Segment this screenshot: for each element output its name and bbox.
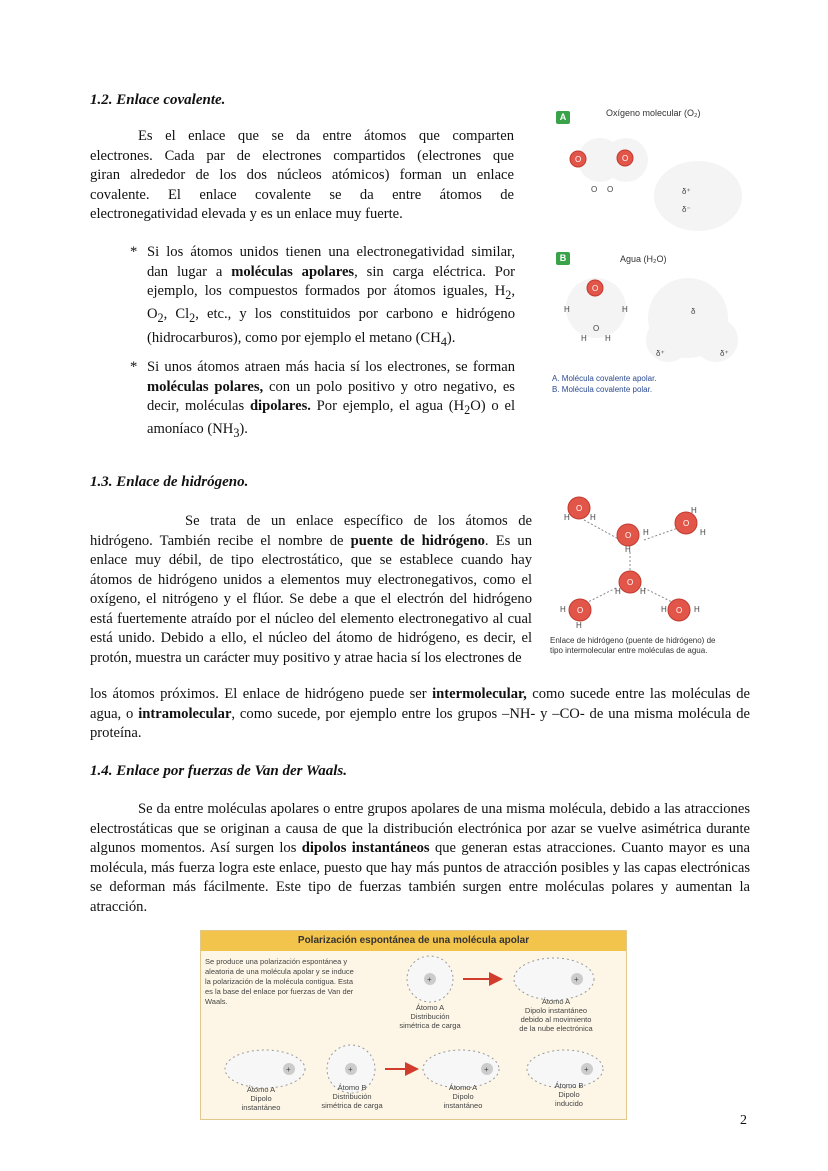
o2-molecule-diagram [548, 126, 748, 236]
hydrogen-paragraph-full [90, 685, 750, 744]
bullet-polar [130, 358, 515, 444]
text: con un polo positivo y otro negativo, es decir, moléculas [147, 378, 515, 414]
water-network-diagram [548, 490, 738, 635]
text: , O [147, 283, 515, 323]
text: , Cl [163, 306, 190, 323]
figure-title-a: Oxígeno molecular (O₂) [606, 108, 701, 118]
atom-label: Átomo A Dipolo instantáneo [241, 1085, 281, 1112]
atom-label: Átomo A Dipolo instantáneo debido al movimiento de la nube electrónica [519, 997, 593, 1033]
plus-label: + [348, 1065, 353, 1074]
text: O) o el amoníaco (NH [147, 398, 515, 438]
o-label: O [577, 606, 584, 615]
hydrogen-figure-caption: Enlace de hidrógeno (puente de hidrógeno) de tipo intermolecular entre moléculas de agua. [550, 636, 716, 655]
text: Si los átomos unidos tienen una electronegatividad similar, dan lugar a [147, 244, 515, 280]
o-label: O [622, 154, 629, 163]
bold-term: intramolecular [138, 705, 232, 722]
delta-label: δ [691, 307, 696, 316]
h-label: H [560, 605, 566, 614]
text: ). [239, 421, 248, 438]
subscript: 2 [505, 287, 512, 302]
polarization-figure-note: Se produce una polarización espontánea y aleatoria de una molécula apolar y se induce la polarización de la molécula contigua. Esta es la base del enlace por fuerzas de Van der Waals. [205, 957, 354, 1006]
bold-term: moléculas apolares [231, 263, 355, 280]
text: Se trata de un enlace específico de los átomos de hidrógeno. También recibe el nombre de [90, 513, 532, 549]
text: , etc., y los constituidos por carbono e hidrógeno (hidrocarburos), como por ejemplo el metano (CH [147, 306, 515, 346]
figure-title-b: Agua (H₂O) [620, 254, 667, 264]
section-heading-hydrogen: 1.3. Enlace de hidrógeno. [90, 474, 249, 490]
o-label: O [627, 578, 634, 587]
text: los átomos próximos. El enlace de hidrógeno puede ser [90, 686, 433, 702]
bold-term: dipolares. [249, 398, 311, 414]
line: giran alrededor de los dos núcleos atómicos) forman un enlace [90, 167, 514, 183]
plus-label: + [484, 1065, 489, 1074]
figure-tag-a: A [556, 111, 570, 124]
atom-label: Átomo B Distribución simétrica de carga [321, 1083, 383, 1110]
text: Si unos átomos atraen más hacia sí los electrones, se forman [147, 359, 515, 375]
delta-minus-label: δ⁻ [682, 205, 691, 214]
bullet-apolar [130, 243, 515, 352]
text: que generan estas atracciones. Cuanto mayor es una molécula, más fuerza logra este enlace, puesto que hay más puntos de atracción posibles y las capas electrónicas se deforman más fácilmente. Este tipo de fuerzas también surgen entre moléculas polares y aumentan la atracción. [90, 840, 750, 915]
bold-term: dipolos instantáneos [301, 840, 430, 856]
page-number: 2 [740, 1113, 747, 1128]
subscript: 2 [189, 311, 196, 326]
line: electronegatividad elevada y es un enlace muy fuerte. [90, 206, 403, 222]
h-label: H [615, 587, 621, 596]
h-label: H [691, 506, 697, 515]
h-label: H [564, 513, 570, 522]
subscript: 4 [440, 334, 447, 349]
o-label: O [576, 504, 583, 513]
water-molecule-diagram [548, 268, 748, 368]
text: , sin carga eléctrica. Por ejemplo, los compuestos formados por átomos iguales, H [147, 263, 515, 299]
polarization-figure-title: Polarización espontánea de una molécula apolar [201, 931, 626, 951]
bold-term: moléculas polares, [147, 378, 264, 395]
o-label: O [592, 284, 599, 293]
figure-tag-b: B [556, 252, 570, 265]
figure-caption-b: B. Molécula covalente polar. [552, 385, 653, 394]
section-heading-covalent: 1.2. Enlace covalente. [90, 92, 226, 108]
o-label: O [676, 606, 683, 615]
h-label: H [700, 528, 706, 537]
h-label: H [622, 305, 628, 314]
h-label: H [625, 545, 631, 554]
bold-term: intermolecular, [432, 686, 527, 702]
plus-label: + [286, 1065, 291, 1074]
plus-label: + [427, 975, 432, 984]
line: Es el enlace que se da entre átomos que comparten [138, 128, 514, 144]
vdw-paragraph [90, 800, 750, 917]
o-label: O [683, 519, 690, 528]
bold-term: puente de hidrógeno [350, 532, 485, 549]
text: , como sucede, por ejemplo entre los grupos –NH- y –CO- de una misma molécula de proteína. [90, 705, 750, 741]
line: electrones. Cada par de electrones compartidos (electrones que [90, 147, 514, 164]
o-label: O [625, 531, 632, 540]
hydrogen-bond-figure [548, 490, 738, 670]
atom-label: Átomo A Dipolo instantáneo [443, 1083, 483, 1110]
text: ). [446, 329, 456, 346]
subscript: 3 [233, 426, 240, 441]
o-label: O [575, 155, 582, 164]
o-label: O [591, 185, 598, 194]
o-label: O [607, 185, 614, 194]
text: Se da entre moléculas apolares o entre grupos apolares de una misma molécula, debido a las atracciones electrostáticas que se originan a causa de que la distribución electrónica por azar se vuelve asimétrica durante algunos momentos. Así surgen los [90, 801, 750, 856]
delta-plus-label: δ⁺ [682, 187, 691, 196]
atom-label: Átomo A Distribución simétrica de carga [399, 1003, 461, 1030]
text: Por ejemplo, el agua (H [310, 398, 465, 414]
hydrogen-paragraph [90, 512, 532, 668]
h-label: H [694, 605, 700, 614]
h-label: H [581, 334, 587, 343]
plus-label: + [574, 975, 579, 984]
section-heading-vdw: 1.4. Enlace por fuerzas de Van der Waals. [90, 763, 347, 779]
polarization-figure [200, 930, 627, 1120]
covalent-intro-paragraph [90, 127, 514, 225]
h-label: H [605, 334, 611, 343]
line: covalente. El enlace covalente se da entre átomos de [90, 186, 514, 203]
figure-caption-a: A. Molécula covalente apolar. [552, 374, 657, 383]
o-label: O [593, 324, 600, 333]
atom-label: Átomo B Dipolo inducido [554, 1081, 584, 1108]
h-label: H [643, 528, 649, 537]
h-label: H [661, 605, 667, 614]
delta-plus-label: δ⁺ [656, 349, 665, 358]
h-label: H [590, 513, 596, 522]
h-label: H [640, 587, 646, 596]
plus-label: + [584, 1065, 589, 1074]
covalent-figure [548, 100, 748, 400]
text: como sucede entre las moléculas de agua, o [90, 686, 750, 722]
subscript: 2 [157, 311, 164, 326]
bullet-marker: * [130, 359, 138, 375]
text: . Es un enlace muy débil, de tipo electrostático, que se establece cuando hay átomos de hidrógeno unidos a elementos muy electronegativos, como el oxígeno, el nitrógeno y el flúor. Se debe a que el electrón del hidrógeno está fuertemente atraído por el núcleo del elemento electronegativo al cual está unido. Debido a ello, el núcleo del átomo de hidrógeno, es decir, el protón, muestra un carácter muy positivo y atrae hacia sí los electrones de [90, 532, 532, 666]
subscript: 2 [464, 402, 471, 417]
bullet-marker: * [130, 244, 138, 260]
delta-plus-label: δ⁺ [720, 349, 729, 358]
h-label: H [564, 305, 570, 314]
h-label: H [576, 621, 582, 630]
